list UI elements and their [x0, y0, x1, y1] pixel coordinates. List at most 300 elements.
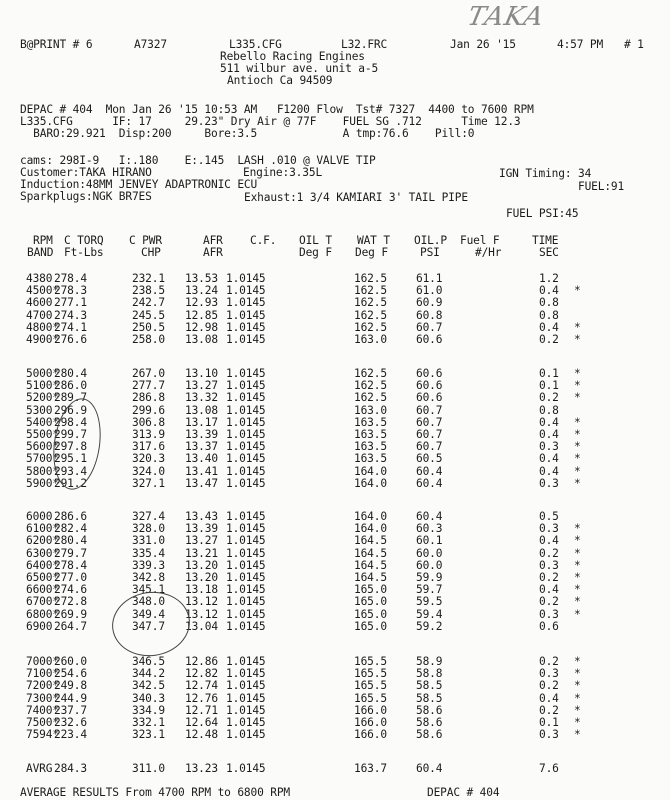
power-cell: 345.1: [132, 583, 165, 596]
water-cell: 164.5: [354, 571, 387, 584]
cf-cell: 1.0145: [226, 404, 266, 417]
col-degf-oil: Deg F: [299, 246, 332, 259]
oilp-cell: 60.4: [416, 510, 443, 523]
rpm-cell: 6300*: [26, 547, 59, 560]
water-cell: 164.0: [354, 510, 387, 523]
power-cell: 342.5: [132, 679, 165, 692]
col-lbs-hr: #/Hr: [475, 246, 502, 259]
water-cell: 163.0: [354, 333, 387, 346]
torque-cell: 284.3: [54, 762, 87, 775]
cf-cell: 1.0145: [226, 608, 266, 621]
cf-cell: 1.0145: [226, 452, 266, 465]
table-row: [26, 762, 646, 775]
rpm-cell: 4900*: [26, 333, 59, 346]
table-row: [26, 728, 646, 741]
oilp-cell: 60.6: [416, 367, 443, 380]
afr-cell: 13.41: [185, 465, 218, 478]
flag-cell: *: [574, 333, 581, 346]
cf-cell: 1.0145: [226, 716, 266, 729]
torque-cell: 289.7: [54, 391, 87, 404]
table-row: [26, 477, 646, 490]
table-row: [26, 452, 646, 465]
afr-cell: 13.17: [185, 416, 218, 429]
time-cell: 0.6: [539, 620, 559, 633]
oilp-cell: 60.4: [416, 477, 443, 490]
water-cell: 162.5: [354, 391, 387, 404]
torque-cell: 278.4: [54, 559, 87, 572]
time-cell: 0.4: [539, 321, 559, 334]
flag-cell: *: [574, 416, 581, 429]
cf-cell: 1.0145: [226, 309, 266, 322]
torque-cell: 277.0: [54, 571, 87, 584]
col-psi: PSI: [420, 246, 440, 259]
cf-cell: 1.0145: [226, 428, 266, 441]
afr-cell: 12.86: [185, 655, 218, 668]
power-cell: 320.3: [132, 452, 165, 465]
torque-cell: 286.6: [54, 510, 87, 523]
cfg-file: L335.CFG: [229, 38, 282, 51]
time-cell: 0.2: [539, 333, 559, 346]
company-address: 511 wilbur ave. unit a-5: [220, 62, 379, 75]
water-cell: 165.5: [354, 655, 387, 668]
afr-cell: 13.27: [185, 534, 218, 547]
time-cell: 0.2: [539, 595, 559, 608]
exhaust-info: Exhaust:1 3/4 KAMIARI 3' TAIL PIPE: [244, 191, 468, 204]
col-oil-pressure: OIL.P: [414, 234, 447, 247]
water-cell: 162.5: [354, 379, 387, 392]
cf-cell: 1.0145: [226, 679, 266, 692]
torque-cell: 298.4: [54, 416, 87, 429]
torque-cell: 278.3: [54, 284, 87, 297]
torque-cell: 276.6: [54, 333, 87, 346]
time-cell: 0.3: [539, 440, 559, 453]
fuel-psi: FUEL PSI:45: [506, 207, 579, 220]
flag-cell: *: [574, 692, 581, 705]
flag-cell: *: [574, 595, 581, 608]
torque-cell: 297.8: [54, 440, 87, 453]
cf-cell: 1.0145: [226, 367, 266, 380]
flag-cell: *: [574, 559, 581, 572]
water-cell: 162.5: [354, 272, 387, 285]
afr-cell: 12.64: [185, 716, 218, 729]
rpm-cell: 5100*: [26, 379, 59, 392]
power-cell: 346.5: [132, 655, 165, 668]
rpm-cell: 5200*: [26, 391, 59, 404]
afr-cell: 13.37: [185, 440, 218, 453]
power-cell: 311.0: [132, 762, 165, 775]
power-cell: 348.0: [132, 595, 165, 608]
water-cell: 166.0: [354, 704, 387, 717]
cf-cell: 1.0145: [226, 547, 266, 560]
water-cell: 163.5: [354, 428, 387, 441]
water-cell: 166.0: [354, 728, 387, 741]
flag-cell: *: [574, 284, 581, 297]
torque-cell: 272.8: [54, 595, 87, 608]
table-row: [26, 534, 646, 547]
rpm-cell: 4600: [26, 296, 53, 309]
col-degf-water: Deg F: [355, 246, 388, 259]
flag-cell: *: [574, 522, 581, 535]
water-cell: 162.5: [354, 284, 387, 297]
flag-cell: *: [574, 428, 581, 441]
afr-cell: 13.53: [185, 272, 218, 285]
flag-cell: *: [574, 704, 581, 717]
torque-cell: 280.4: [54, 367, 87, 380]
water-cell: 165.5: [354, 667, 387, 680]
water-cell: 164.0: [354, 477, 387, 490]
time-cell: 0.1: [539, 716, 559, 729]
afr-cell: 13.27: [185, 379, 218, 392]
oilp-cell: 61.0: [416, 284, 443, 297]
water-cell: 165.0: [354, 583, 387, 596]
water-cell: 163.5: [354, 452, 387, 465]
time-cell: 0.5: [539, 510, 559, 523]
col-power: C PWR: [129, 234, 162, 247]
torque-cell: 293.4: [54, 465, 87, 478]
sparkplugs-info: Sparkplugs:NGK BR7ES: [20, 190, 152, 203]
water-cell: 165.0: [354, 608, 387, 621]
power-cell: 277.7: [132, 379, 165, 392]
power-cell: 258.0: [132, 333, 165, 346]
rpm-cell: 4800*: [26, 321, 59, 334]
flag-cell: *: [574, 679, 581, 692]
col-torque: C TORQ: [64, 234, 104, 247]
col-rpm: RPM: [33, 234, 53, 247]
flag-cell: *: [574, 534, 581, 547]
water-cell: 164.5: [354, 547, 387, 560]
rpm-cell: 5500*: [26, 428, 59, 441]
power-cell: 232.1: [132, 272, 165, 285]
afr-cell: 13.10: [185, 367, 218, 380]
power-cell: 242.7: [132, 296, 165, 309]
oilp-cell: 60.5: [416, 452, 443, 465]
time-cell: 0.4: [539, 465, 559, 478]
torque-cell: 278.4: [54, 272, 87, 285]
cf-cell: 1.0145: [226, 440, 266, 453]
oilp-cell: 60.1: [416, 534, 443, 547]
col-oil-temp: OIL T: [299, 234, 332, 247]
cf-cell: 1.0145: [226, 477, 266, 490]
time-cell: 0.3: [539, 522, 559, 535]
oilp-cell: 58.6: [416, 704, 443, 717]
oilp-cell: 60.4: [416, 465, 443, 478]
time-cell: 0.2: [539, 704, 559, 717]
time-cell: 0.4: [539, 692, 559, 705]
rpm-cell: 5900*: [26, 477, 59, 490]
test-info-line2: L335.CFG IF: 17 29.23" Dry Air @ 77F FUEL SG .712 Time 12.3: [20, 115, 521, 128]
cf-cell: 1.0145: [226, 534, 266, 547]
flag-cell: *: [574, 608, 581, 621]
col-afr: AFR: [203, 234, 223, 247]
customer-info: Customer:TAKA HIRANO: [20, 166, 152, 179]
torque-cell: 291.2: [54, 477, 87, 490]
rpm-cell: 6800*: [26, 608, 59, 621]
power-cell: 299.6: [132, 404, 165, 417]
power-cell: 328.0: [132, 522, 165, 535]
oilp-cell: 60.0: [416, 547, 443, 560]
table-row: [26, 391, 646, 404]
time-cell: 0.3: [539, 477, 559, 490]
oilp-cell: 61.1: [416, 272, 443, 285]
flag-cell: *: [574, 367, 581, 380]
flag-cell: *: [574, 465, 581, 478]
oilp-cell: 60.7: [416, 440, 443, 453]
rpm-cell: 5000*: [26, 367, 59, 380]
print-time: 4:57 PM: [557, 38, 604, 51]
flag-cell: *: [574, 583, 581, 596]
water-cell: 165.0: [354, 595, 387, 608]
torque-cell: 274.3: [54, 309, 87, 322]
rpm-cell: 5300: [26, 404, 53, 417]
rpm-cell: 5700*: [26, 452, 59, 465]
torque-cell: 299.7: [54, 428, 87, 441]
time-cell: 0.8: [539, 309, 559, 322]
oilp-cell: 60.3: [416, 522, 443, 535]
time-cell: 0.8: [539, 404, 559, 417]
oilp-cell: 60.7: [416, 321, 443, 334]
flag-cell: *: [574, 547, 581, 560]
cf-cell: 1.0145: [226, 321, 266, 334]
oilp-cell: 60.0: [416, 559, 443, 572]
water-cell: 166.0: [354, 716, 387, 729]
cf-cell: 1.0145: [226, 667, 266, 680]
cf-cell: 1.0145: [226, 620, 266, 633]
power-cell: 267.0: [132, 367, 165, 380]
oilp-cell: 60.7: [416, 428, 443, 441]
col-band: BAND: [27, 246, 54, 259]
afr-cell: 12.82: [185, 667, 218, 680]
cf-cell: 1.0145: [226, 296, 266, 309]
rpm-cell: 7000*: [26, 655, 59, 668]
water-cell: 165.5: [354, 679, 387, 692]
cf-cell: 1.0145: [226, 692, 266, 705]
torque-cell: 280.4: [54, 534, 87, 547]
flag-cell: *: [574, 667, 581, 680]
power-cell: 324.0: [132, 465, 165, 478]
rpm-cell: 6200*: [26, 534, 59, 547]
rpm-cell: 6000: [26, 510, 53, 523]
flag-cell: *: [574, 391, 581, 404]
flag-cell: *: [574, 477, 581, 490]
oilp-cell: 60.6: [416, 379, 443, 392]
cf-cell: 1.0145: [226, 416, 266, 429]
afr-cell: 13.47: [185, 477, 218, 490]
torque-cell: 279.7: [54, 547, 87, 560]
water-cell: 165.5: [354, 692, 387, 705]
power-cell: 323.1: [132, 728, 165, 741]
rpm-cell: 6500*: [26, 571, 59, 584]
afr-cell: 13.20: [185, 571, 218, 584]
water-cell: 163.0: [354, 404, 387, 417]
torque-cell: 264.7: [54, 620, 87, 633]
power-cell: 317.6: [132, 440, 165, 453]
torque-cell: 277.1: [54, 296, 87, 309]
cf-cell: 1.0145: [226, 571, 266, 584]
torque-cell: 223.4: [54, 728, 87, 741]
test-info-line1: DEPAC # 404 Mon Jan 26 '15 10:53 AM F1200 Flow Tst# 7327 4400 to 7600 RPM: [20, 103, 534, 116]
rpm-cell: 7594*: [26, 728, 59, 741]
water-cell: 162.5: [354, 296, 387, 309]
afr-cell: 13.08: [185, 404, 218, 417]
power-cell: 327.1: [132, 477, 165, 490]
oilp-cell: 59.2: [416, 620, 443, 633]
cf-cell: 1.0145: [226, 333, 266, 346]
rpm-cell: 5400*: [26, 416, 59, 429]
afr-cell: 13.39: [185, 522, 218, 535]
rpm-cell: 7100*: [26, 667, 59, 680]
power-cell: 245.5: [132, 309, 165, 322]
time-cell: 0.4: [539, 452, 559, 465]
afr-cell: 13.18: [185, 583, 218, 596]
afr-cell: 13.43: [185, 510, 218, 523]
cf-cell: 1.0145: [226, 704, 266, 717]
rpm-cell: 6700*: [26, 595, 59, 608]
afr-cell: 12.98: [185, 321, 218, 334]
oilp-cell: 58.9: [416, 655, 443, 668]
afr-cell: 12.93: [185, 296, 218, 309]
rpm-cell: 5800*: [26, 465, 59, 478]
oilp-cell: 58.8: [416, 667, 443, 680]
time-cell: 0.2: [539, 571, 559, 584]
time-cell: 1.2: [539, 272, 559, 285]
flag-cell: *: [574, 440, 581, 453]
time-cell: 0.3: [539, 728, 559, 741]
oilp-cell: 58.6: [416, 728, 443, 741]
cams-info: cams: 298I-9 I:.180 E:.145 LASH .010 @ VALVE TIP: [20, 154, 376, 167]
test-info-line3: BARO:29.921 Disp:200 Bore:3.5 A tmp:76.6 Pill:0: [20, 127, 475, 140]
time-cell: 0.4: [539, 534, 559, 547]
time-cell: 7.6: [539, 762, 559, 775]
oilp-cell: 60.6: [416, 333, 443, 346]
flag-cell: *: [574, 379, 581, 392]
water-cell: 164.5: [354, 534, 387, 547]
flag-cell: *: [574, 716, 581, 729]
table-row: [26, 679, 646, 692]
torque-cell: 260.0: [54, 655, 87, 668]
rpm-cell: 4700: [26, 309, 53, 322]
cf-cell: 1.0145: [226, 272, 266, 285]
power-cell: 327.4: [132, 510, 165, 523]
frc-file: L32.FRC: [341, 38, 388, 51]
torque-cell: 254.6: [54, 667, 87, 680]
handwritten-note: TAKA: [464, 2, 548, 32]
flag-cell: *: [574, 655, 581, 668]
oilp-cell: 60.9: [416, 296, 443, 309]
company-city: Antioch Ca 94509: [227, 74, 333, 87]
rpm-cell: 4500*: [26, 284, 59, 297]
cf-cell: 1.0145: [226, 284, 266, 297]
time-cell: 0.2: [539, 391, 559, 404]
time-cell: 0.4: [539, 428, 559, 441]
ign-timing: IGN Timing: 34: [499, 167, 592, 180]
torque-cell: 237.7: [54, 704, 87, 717]
fuel-info: FUEL:91: [578, 180, 625, 193]
time-cell: 0.4: [539, 284, 559, 297]
cf-cell: 1.0145: [226, 391, 266, 404]
torque-cell: 282.4: [54, 522, 87, 535]
afr-cell: 12.74: [185, 679, 218, 692]
time-cell: 0.2: [539, 655, 559, 668]
rpm-cell: 7300*: [26, 692, 59, 705]
power-cell: 331.0: [132, 534, 165, 547]
afr-cell: 13.08: [185, 333, 218, 346]
torque-cell: 274.1: [54, 321, 87, 334]
power-cell: 334.9: [132, 704, 165, 717]
rpm-cell: AVRG: [26, 762, 53, 775]
page-number: # 1: [624, 38, 644, 51]
torque-cell: 274.6: [54, 583, 87, 596]
table-row: [26, 296, 646, 309]
oilp-cell: 58.6: [416, 716, 443, 729]
power-cell: 349.4: [132, 608, 165, 621]
cf-cell: 1.0145: [226, 379, 266, 392]
oilp-cell: 60.7: [416, 416, 443, 429]
oilp-cell: 59.4: [416, 608, 443, 621]
col-ftlbs: Ft-Lbs: [64, 246, 104, 259]
average-results-note: AVERAGE RESULTS From 4700 RPM to 6800 RPM: [20, 786, 291, 799]
oilp-cell: 59.7: [416, 583, 443, 596]
cf-cell: 1.0145: [226, 728, 266, 741]
power-cell: 286.8: [132, 391, 165, 404]
afr-cell: 12.85: [185, 309, 218, 322]
time-cell: 0.1: [539, 367, 559, 380]
afr-cell: 13.24: [185, 284, 218, 297]
time-cell: 0.4: [539, 583, 559, 596]
col-time: TIME: [532, 234, 559, 247]
table-row: [26, 333, 646, 346]
flag-cell: *: [574, 452, 581, 465]
col-chp: CHP: [141, 246, 161, 259]
rpm-cell: 6600*: [26, 583, 59, 596]
power-cell: 332.1: [132, 716, 165, 729]
oilp-cell: 59.9: [416, 571, 443, 584]
afr-cell: 13.20: [185, 559, 218, 572]
rpm-cell: 6400*: [26, 559, 59, 572]
time-cell: 0.4: [539, 416, 559, 429]
cf-cell: 1.0145: [226, 522, 266, 535]
col-sec: SEC: [539, 246, 559, 259]
afr-cell: 12.71: [185, 704, 218, 717]
oilp-cell: 60.7: [416, 404, 443, 417]
oilp-cell: 60.8: [416, 309, 443, 322]
print-date: Jan 26 '15: [450, 38, 516, 51]
water-cell: 163.7: [354, 762, 387, 775]
power-cell: 250.5: [132, 321, 165, 334]
torque-cell: 244.9: [54, 692, 87, 705]
flag-cell: *: [574, 728, 581, 741]
col-water-temp: WAT T: [357, 234, 390, 247]
oilp-cell: 58.5: [416, 679, 443, 692]
time-cell: 0.8: [539, 296, 559, 309]
time-cell: 0.1: [539, 379, 559, 392]
afr-cell: 13.04: [185, 620, 218, 633]
torque-cell: 286.0: [54, 379, 87, 392]
rpm-cell: 6900: [26, 620, 53, 633]
afr-cell: 13.39: [185, 428, 218, 441]
cf-cell: 1.0145: [226, 655, 266, 668]
time-cell: 0.3: [539, 608, 559, 621]
torque-cell: 296.9: [54, 404, 87, 417]
rpm-cell: 7500*: [26, 716, 59, 729]
afr-cell: 12.48: [185, 728, 218, 741]
rpm-cell: 7200*: [26, 679, 59, 692]
cf-cell: 1.0145: [226, 762, 266, 775]
water-cell: 164.0: [354, 465, 387, 478]
water-cell: 162.5: [354, 367, 387, 380]
footer-depac: DEPAC # 404: [427, 786, 500, 799]
rpm-cell: 7400*: [26, 704, 59, 717]
time-cell: 0.2: [539, 679, 559, 692]
